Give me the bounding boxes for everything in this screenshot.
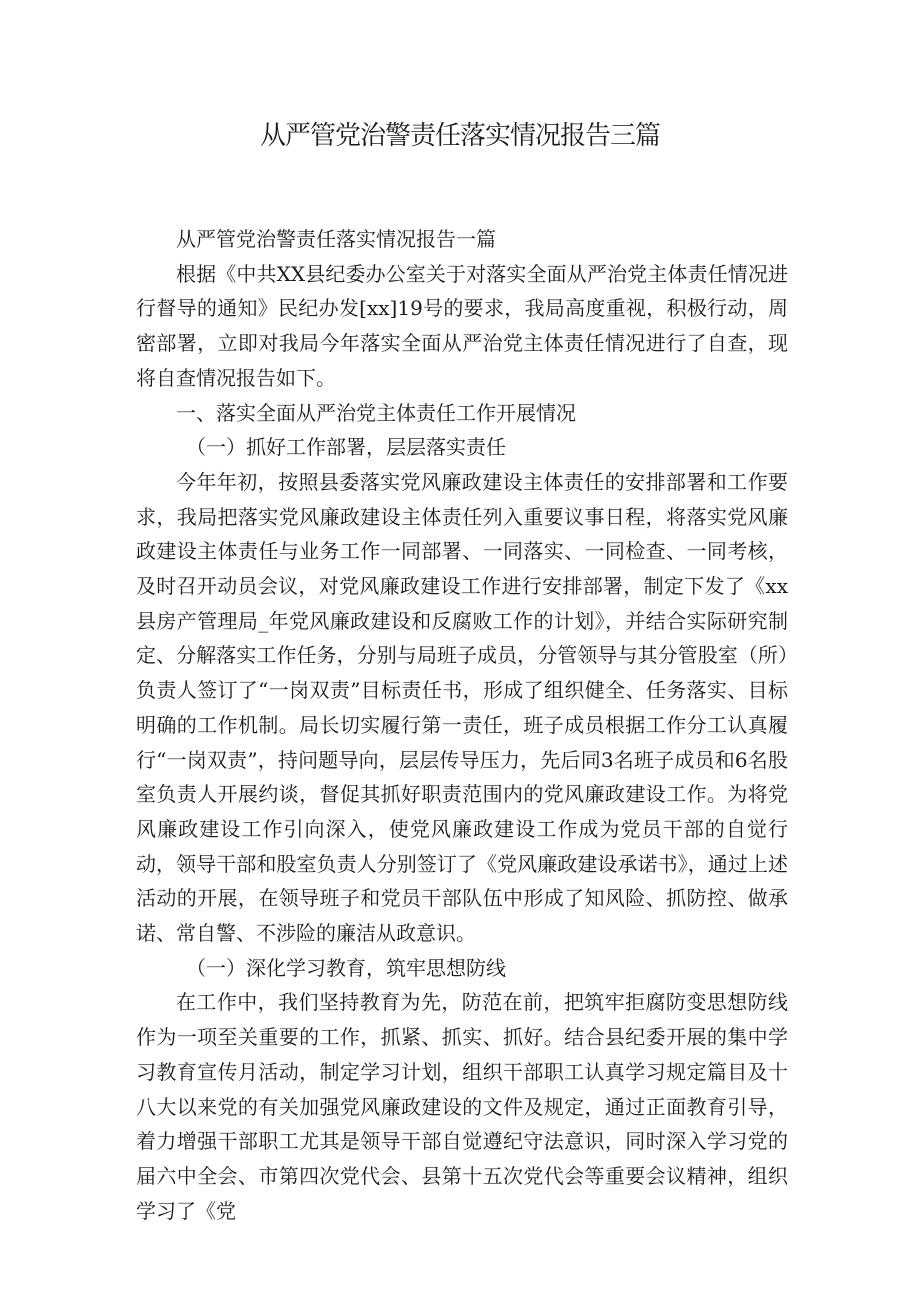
education-paragraph: 在工作中，我们坚持教育为先，防范在前，把筑牢拒腐防变思想防线作为一项至关重要的工作，抓紧、抓实、抓好。结合县纪委开展的集中学习教育宣传月活动，制定学习计划，组织干部职工认真学习规定篇目及十八大以来党的有关加强党风廉政建设的文件及规定，通过正面教育引导，着力增强干部职工尤其是领导干部自觉遵纪守法意识，同时深入学习党的届六中全会、市第四次党代会、县第十五次党代会等重要会议精神，组织学习了《党	[136, 990, 788, 1223]
work-deployment-paragraph: 今年年初，按照县委落实党风廉政建设主体责任的安排部署和工作要求，我局把落实党风廉政建设主体责任列入重要议事日程，将落实党风廉政建设主体责任与业务工作一同部署、一同落实、一同检查、一同考核，及时召开动员会议，对党风廉政建设工作进行安排部署，制定下发了《xx县房产管理局_年党风廉政建设和反腐败工作的计划》，并结合实际研究制定、分解落实工作任务，分别与局班子成员，分管领导与其分管股室（所）负责人签订了“一岗双责”目标责任书，形成了组织健全、任务落实、目标明确的工作机制。局长切实履行第一责任，班子成员根据工作分工认真履行“一岗双责”，持问题导向，层层传导压力，先后同3名班子成员和6名股室负责人开展约谈，督促其抓好职责范围内的党风廉政建设工作。为将党风廉政建设工作引向深入，使党风廉政建设工作成为党员干部的自觉行动，领导干部和股室负责人分别签订了《党风廉政建设承诺书》，通过上述活动的开展，在领导班子和党员干部队伍中形成了知风险、抓防控、做承诺、常自警、不涉险的廉洁从政意识。	[136, 469, 788, 946]
subsection-heading-1: （一）抓好工作部署，层层落实责任	[186, 435, 506, 460]
section-heading: 一、落实全面从严治党主体责任工作开展情况	[176, 400, 576, 425]
document-title: 从严管党治警责任落实情况报告三篇	[259, 121, 660, 151]
intro-paragraph: 根据《中共XX县纪委办公室关于对落实全面从严治党主体责任情况进行督导的通知》民纪办发[xx]19号的要求，我局高度重视，积极行动，周密部署，立即对我局今年落实全面从严治党主体责任情况进行了自查，现将自查情况报告如下。	[136, 261, 788, 390]
document-body	[136, 222, 788, 1228]
report-subtitle: 从严管党治警责任落实情况报告一篇	[176, 227, 496, 251]
subsection-heading-2: （一）深化学习教育，筑牢思想防线	[186, 955, 506, 980]
